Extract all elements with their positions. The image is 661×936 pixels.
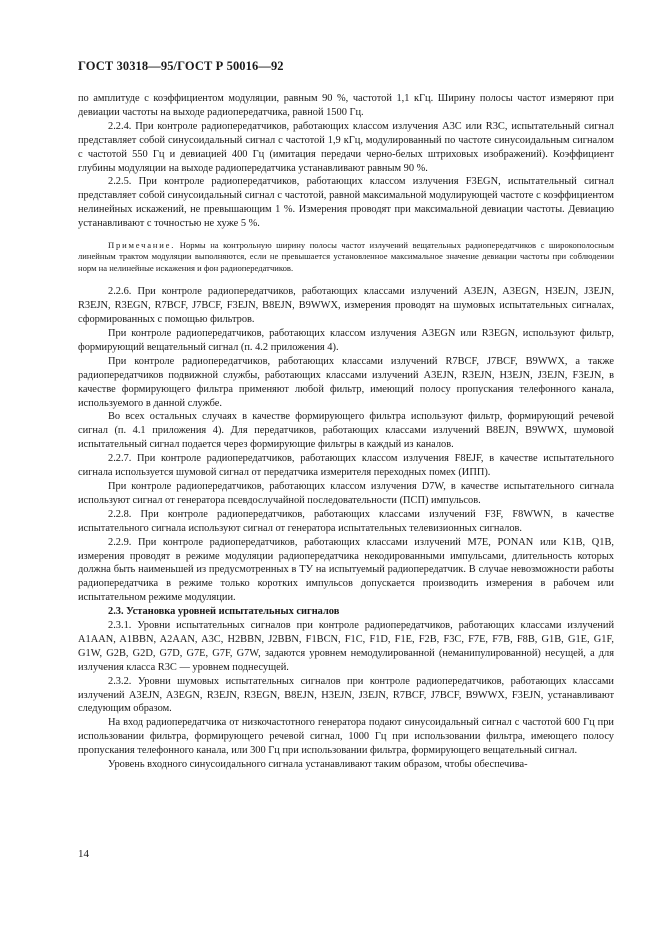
paragraph: 2.3.1. Уровни испытательных сигналов при контроле радиопередатчиков, работающих классами излучений A1AAN, A1BBN, A2AAN, A3C, H2BBN, J2BBN, F1BCN, F1C, F1D, F1E, F2B, F3C, F7E, F7B, F8B, G1B, G1E, G1F, G1W, G2B, G2D, G7D, G7E, G7F, G7W, задаются уровнем немодулированной (неманипулированной) несущей, а для излучения класса R3C — уровнем поднесущей. [78,620,614,673]
note [78,240,614,274]
paragraph: по амплитуде с коэффициентом модуляции, равным 90 %, частотой 1,1 кГц. Ширину полосы частот измеряют при девиации частоты на выходе радиопередатчика, равной 1500 Гц. [78,93,614,118]
section-heading: 2.3. Установка уровней испытательных сигналов [108,606,340,618]
note-lead: Примечание. [108,240,176,251]
body-text [78,92,614,772]
paragraph: 2.2.9. При контроле радиопередатчиков, работающих классами излучений M7E, PONAN или K1B, Q1B, измерения проводят в режиме модуляции радиопередатчика некодированными импульсами, длительность которых должна быть наименьшей из предусмотренных в ТУ на испытуемый радиопередатчик. В случае невозможности работы радиопередатчика в режиме только коротких импульсов допускается производить измерения в рабочем или испытательном режиме модуляции. [78,536,614,604]
paragraph: При контроле радиопередатчиков, работающих классом излучения D7W, в качестве испытательного сигнала используют сигнал от генератора псевдослучайной последовательности (ПСП) импульсов. [78,480,614,506]
paragraph: Во всех остальных случаях в качестве формирующего фильтра используют фильтр, формирующий речевой сигнал (п. 4.1 приложения 4). Для передатчиков, работающих классами излучений B8EJN, B9WWX, шумовой испытательный сигнал подается через формирующие фильтры в каждый из каналов. [78,411,614,451]
running-header: ГОСТ 30318—95/ГОСТ Р 50016—92 [78,59,284,73]
paragraph: 2.2.5. При контроле радиопередатчиков, работающих классом излучения F3EGN, испытательный сигнал представляет собой синусоидальный сигнал с частотой, равной максимальной модулирующей частоте с коэффициентом нелинейных искажений, не превышающим 1 %. Измерения проводят при максимальной девиации частоты. Девиацию устанавливают с точностью не хуже 5 %. [78,176,614,230]
paragraph: 2.2.6. При контроле радиопередатчиков, работающих классами излучений A3EJN, A3EGN, H3EJN, J3EJN, R3EJN, R3EGN, R7BCF, J7BCF, F3EJN, B8EJN, B9WWX, измерения проводят на шумовых испытательных сигналах, сформированных с помощью фильтров. [78,286,614,326]
paragraph: 2.3.2. Уровни шумовых испытательных сигналов при контроле радиопередатчиков, работающих классами излучений A3EJN, A3EGN, R3EJN, R3EGN, B8EJN, H3EJN, J3EJN, R7BCF, J7BCF, B9WWX, F3EJN, устанавливают следующим образом. [78,675,614,715]
paragraph: Уровень входного синусоидального сигнала устанавливают таким образом, чтобы обеспечива- [108,759,528,771]
paragraph: 2.2.4. При контроле радиопередатчиков, работающих классом излучения А3С или R3C, испытательный сигнал представляет собой синусоидальный сигнал с частотой 1,9 кГц, модулированный по частоте синусоидальным сигналом с частотой 550 Гц и девиацией 400 Гц (имитация передачи черно-белых штриховых изображений). Коэффициент глубины модуляции на выходе радиопередатчика устанавливают равным 90 %. [78,120,614,174]
paragraph: 2.2.7. При контроле радиопередатчиков, работающих классом излучения F8EJF, в качестве испытательного сигнала используется шумовой сигнал от передатчика измерителя переходных помех (ИПП). [78,453,614,479]
paragraph: При контроле радиопередатчиков, работающих классами излучений R7BCF, J7BCF, B9WWX, а также радиопередатчиков подвижной службы, работающих классами излучений A3EJN, R3EJN, H3EJN, J3EJN, F3EJN, в качестве формирующего фильтра применяют любой фильтр, имеющий полосу пропускания телефонного канала, используемого в данной службе. [78,355,614,409]
paragraph: 2.2.8. При контроле радиопередатчиков, работающих классами излучений F3F, F8WWN, в качестве испытательного сигнала используют сигнал от генератора испытательных телевизионных сигналов. [78,508,614,534]
paragraph: При контроле радиопередатчиков, работающих классом излучения A3EGN или R3EGN, используют фильтр, формирующий вещательный сигнал (п. 4.2 приложения 4). [78,328,614,353]
paragraph: На вход радиопередатчика от низкочастотного генератора подают синусоидальный сигнал с частотой 600 Гц при использовании фильтра, формирующего речевой сигнал, 1000 Гц при использовании фильтра, имеющего полосу пропускания телефонного канала, или 300 Гц при использовании фильтра, формирующего вещательный сигнал. [78,717,614,757]
note-text: Нормы на контрольную ширину полосы частот излучений вещательных радиопередатчиков с широкополосным линейным трактом модуляции выполняются, если не превышается установленное максимальное значение девиации частоты при соблюдении норм на нелинейные искажения и фон радиопередатчиков. [78,240,614,273]
page-number: 14 [78,848,89,860]
